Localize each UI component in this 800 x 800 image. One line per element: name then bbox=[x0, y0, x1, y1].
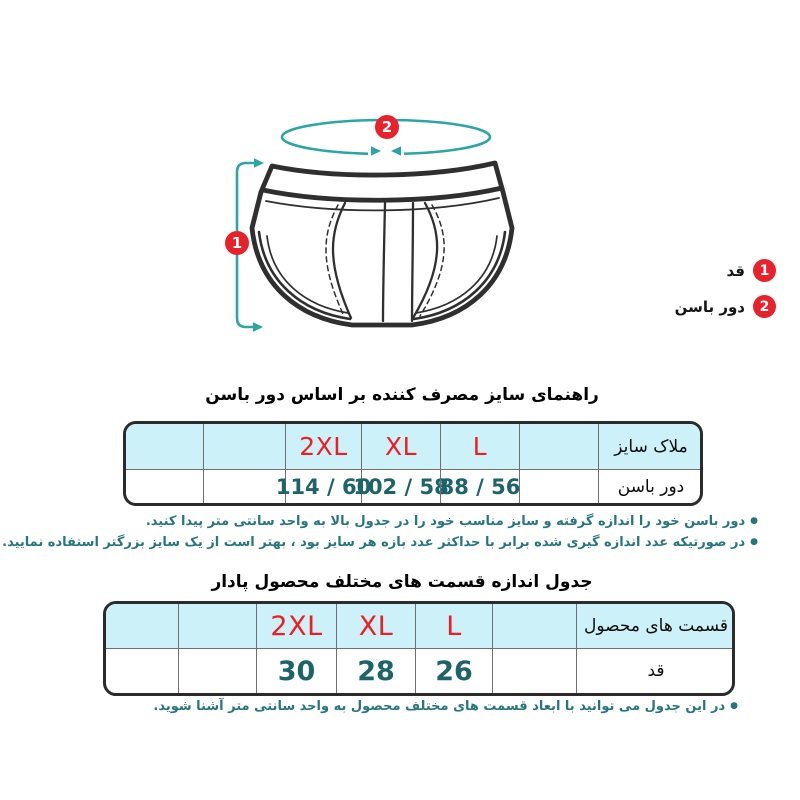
note-text: در این جدول می توانید با ابعاد قسمت های مختلف محصول به واحد سانتی متر آشنا شوید. bbox=[153, 699, 726, 714]
bullet-icon: ● bbox=[730, 701, 738, 711]
briefs-illustration bbox=[252, 163, 512, 325]
size-guide-notes bbox=[2, 511, 758, 553]
size-header-l: L bbox=[415, 604, 492, 649]
empty-cell bbox=[126, 470, 203, 503]
legend-badge-1: 1 bbox=[753, 259, 776, 282]
criterion-header-cell: ملاک سایز bbox=[598, 424, 703, 470]
empty-cell bbox=[492, 649, 576, 693]
height-value-l: 26 bbox=[415, 649, 492, 693]
empty-header-cell bbox=[106, 604, 178, 649]
hip-marker-badge bbox=[375, 115, 399, 139]
parts-header-cell: قسمت های محصول bbox=[576, 604, 735, 649]
parts-table-notes bbox=[38, 696, 738, 717]
empty-header-cell bbox=[492, 604, 576, 649]
height-value-2xl: 30 bbox=[256, 649, 336, 693]
size-header-l: L bbox=[440, 424, 519, 470]
note-line bbox=[28, 511, 758, 532]
height-value-xl: 28 bbox=[336, 649, 415, 693]
legend-label-hip: دور باسن bbox=[674, 297, 745, 316]
bullet-icon: ● bbox=[750, 516, 758, 526]
legend-label-height: قد bbox=[726, 261, 745, 280]
measurement-legend bbox=[675, 259, 776, 318]
empty-cell bbox=[106, 649, 178, 693]
height-marker-number: 1 bbox=[231, 234, 243, 252]
note-text: دور باسن خود را اندازه گرفته و سایز مناسب خود را در جدول بالا به واحد سانتی متر پیدا کنید. bbox=[145, 514, 746, 529]
hip-marker-number: 2 bbox=[381, 118, 393, 136]
empty-header-cell bbox=[519, 424, 598, 470]
size-header-xl: XL bbox=[361, 424, 440, 470]
empty-cell bbox=[178, 649, 256, 693]
empty-cell bbox=[519, 470, 598, 503]
empty-cell bbox=[203, 470, 285, 503]
bullet-icon: ● bbox=[750, 537, 758, 547]
size-header-2xl: 2XL bbox=[285, 424, 361, 470]
empty-header-cell bbox=[126, 424, 203, 470]
height-marker-badge bbox=[225, 231, 249, 255]
height-row-label: قد bbox=[576, 649, 735, 693]
note-line bbox=[38, 696, 738, 717]
note-text: در صورتیکه عدد اندازه گیری شده برابر با حداکثر عدد بازه هر سایز بود ، بهتر است از یک سایز بزرگتر استفاده نمایید. bbox=[2, 535, 746, 550]
legend-item-hip bbox=[675, 295, 776, 318]
parts-size-table bbox=[103, 601, 735, 696]
legend-badge-2: 2 bbox=[753, 295, 776, 318]
size-guide-title: راهنمای سایز مصرف کننده بر اساس دور باسن bbox=[205, 385, 599, 405]
hip-value-xl: 102 / 58 bbox=[361, 470, 440, 503]
legend-item-height bbox=[727, 259, 777, 282]
hip-value-l: 88 / 56 bbox=[440, 470, 519, 503]
note-line bbox=[2, 532, 758, 553]
size-header-2xl: 2XL bbox=[256, 604, 336, 649]
empty-header-cell bbox=[178, 604, 256, 649]
size-guide-table bbox=[123, 421, 703, 506]
size-header-xl: XL bbox=[336, 604, 415, 649]
hip-value-2xl: 114 / 60 bbox=[285, 470, 361, 503]
hip-row-label: دور باسن bbox=[598, 470, 703, 503]
parts-table-title: جدول اندازه قسمت های مختلف محصول پادار bbox=[211, 572, 593, 592]
empty-header-cell bbox=[203, 424, 285, 470]
